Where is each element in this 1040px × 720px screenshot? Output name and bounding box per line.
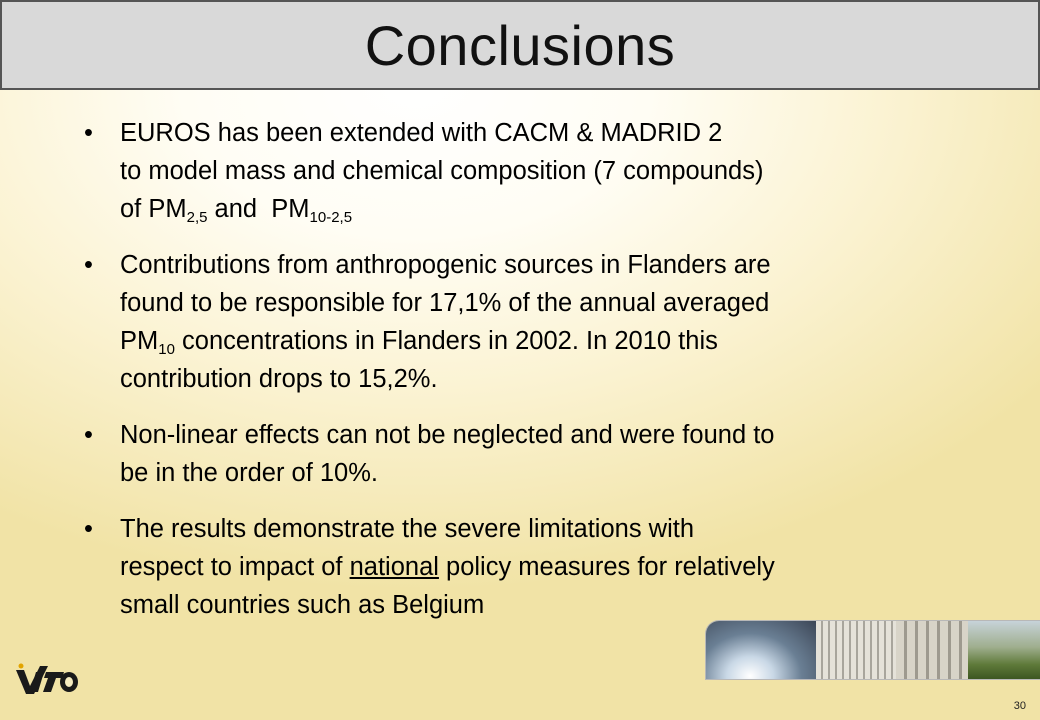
bullet-text-line: The results demonstrate the severe limitations with [120, 515, 694, 543]
building-photo [816, 621, 896, 679]
industrial-plant-photo [706, 621, 816, 679]
bullet-text-line: EUROS has been extended with CACM & MADRID 2 [120, 119, 723, 147]
bullet-text-line: Contributions from anthropogenic sources in Flanders are [120, 251, 771, 279]
bullet-text-line: Non-linear effects can not be neglected and were found to [120, 421, 775, 449]
bullet-icon: • [84, 251, 93, 279]
underlined-word: national [349, 553, 439, 581]
bullet-item-nonlinear [84, 416, 984, 492]
bullet-text-line: of PM [120, 195, 187, 223]
title-bar [0, 0, 1040, 90]
bullet-icon: • [84, 515, 93, 543]
vito-logo [10, 662, 76, 696]
subscript: 10 [158, 341, 175, 358]
bullet-item-results [84, 510, 984, 624]
bullet-text-line: policy measures for relatively [438, 553, 775, 581]
forest-landscape-photo [968, 621, 1040, 679]
bullet-list [84, 114, 984, 642]
photo-strip [705, 620, 1040, 680]
bullet-text-line: concentrations in Flanders in 2002. In 2010 this [174, 327, 718, 355]
bullet-icon: • [84, 421, 93, 449]
vito-logo-icon [14, 662, 80, 696]
slide-title: Conclusions [364, 13, 676, 77]
bullet-text-line: PM [120, 327, 159, 355]
bullet-text-line: contribution drops to 15,2%. [120, 365, 438, 393]
bullet-text-line: to model mass and chemical composition (7 compounds) [120, 157, 764, 185]
bullet-item-contributions [84, 246, 984, 398]
bullet-icon: • [84, 119, 93, 147]
bullet-text-line: respect to impact of [120, 553, 350, 581]
bullet-text-line: small countries such as Belgium [120, 591, 485, 619]
page-number: 30 [1013, 700, 1026, 712]
bullet-text-line: be in the order of 10%. [120, 459, 379, 487]
bullet-item-euros [84, 114, 984, 228]
building-columns-photo [896, 621, 968, 679]
subscript: 2,5 [186, 209, 208, 226]
bullet-text-line: found to be responsible for 17,1% of the annual averaged [120, 289, 770, 317]
subscript: 10-2,5 [309, 209, 353, 226]
bullet-text-line: and PM [207, 195, 310, 223]
